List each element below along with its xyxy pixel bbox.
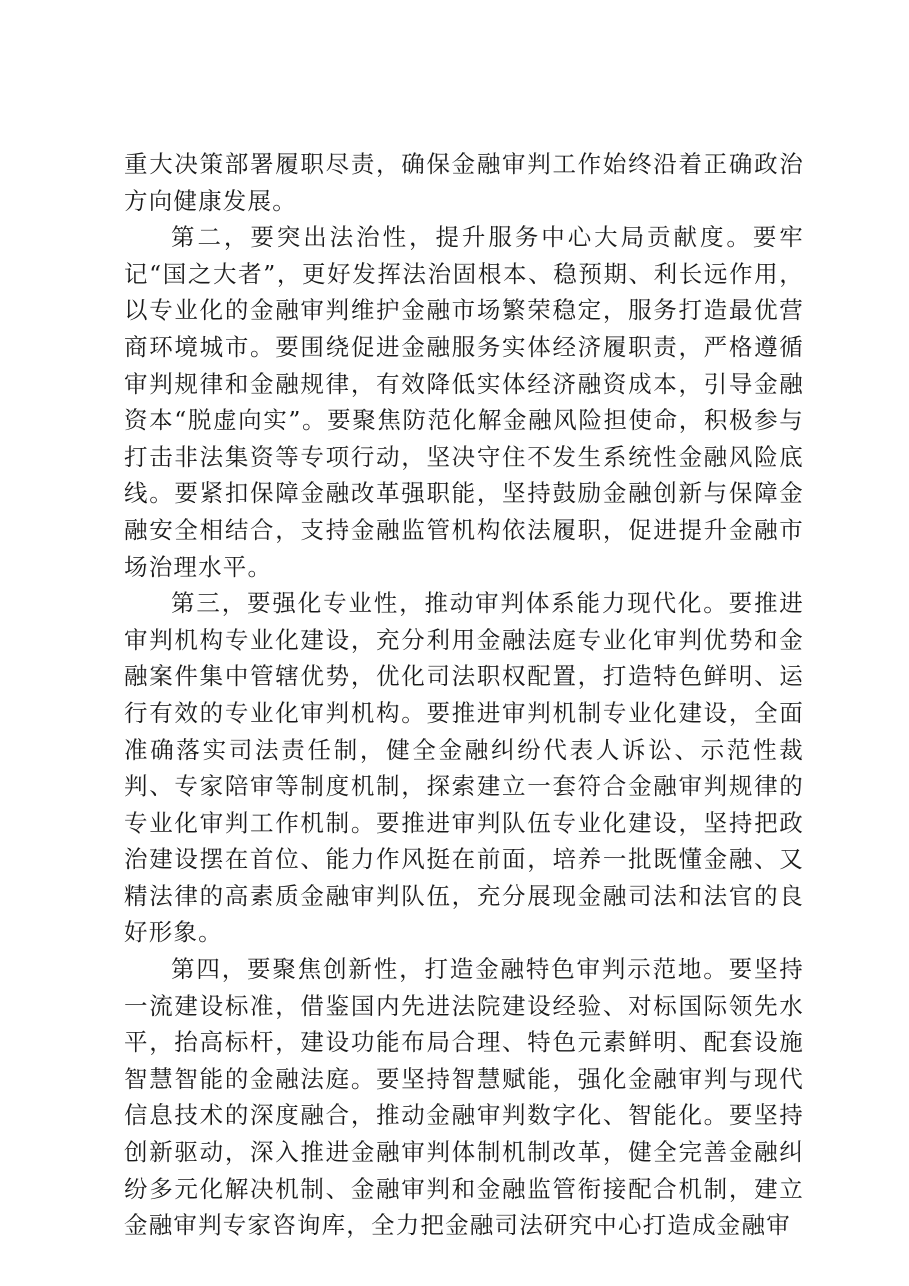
paragraph-third-point: 第三，要强化专业性，推动审判体系能力现代化。要推进审判机构专业化建设，充分利用金融法庭专业化审判优势和金融案件集中管辖优势，优化司法职权配置，打造特色鲜明、运行有效的专业化审判机构。要推进审判机制专业化建设，全面准确落实司法责任制，健全金融纠纷代表人诉讼、示范性裁判、专家陪审等制度机制，探索建立一套符合金融审判规律的专业化审判工作机制。要推进审判队伍专业化建设，坚持把政治建设摆在首位、能力作风挺在前面，培养一批既懂金融、又精法律的高素质金融审判队伍，充分展现金融司法和法官的良好形象。 xyxy=(124,589,804,947)
paragraph-continuation: 重大决策部署履职尽责，确保金融审判工作始终沿着正确政治方向健康发展。 xyxy=(124,150,804,215)
document-body xyxy=(124,146,804,1244)
paragraph-second-point: 第二，要突出法治性，提升服务中心大局贡献度。要牢记“国之大者”，更好发挥法治固根本、稳预期、利长远作用，以专业化的金融审判维护金融市场繁荣稳定，服务打造最优营商环境城市。要围绕促进金融服务实体经济履职责，严格遵循审判规律和金融规律，有效降低实体经济融资成本，引导金融资本“脱虚向实”。要聚焦防范化解金融风险担使命，积极参与打击非法集资等专项行动，坚决守住不发生系统性金融风险底线。要紧扣保障金融改革强职能，坚持鼓励金融创新与保障金融安全相结合，支持金融监管机构依法履职，促进提升金融市场治理水平。 xyxy=(124,223,804,581)
paragraph-fourth-point: 第四，要聚焦创新性，打造金融特色审判示范地。要坚持一流建设标准，借鉴国内先进法院建设经验、对标国际领先水平，抬高标杆，建设功能布局合理、特色元素鲜明、配套设施智慧智能的金融法庭。要坚持智慧赋能，强化金融审判与现代信息技术的深度融合，推动金融审判数字化、智能化。要坚持创新驱动，深入推进金融审判体制机制改革，健全完善金融纠纷多元化解决机制、金融审判和金融监管衔接配合机制，建立金融审判专家咨询库，全力把金融司法研究中心打造成金融审 xyxy=(124,955,804,1240)
